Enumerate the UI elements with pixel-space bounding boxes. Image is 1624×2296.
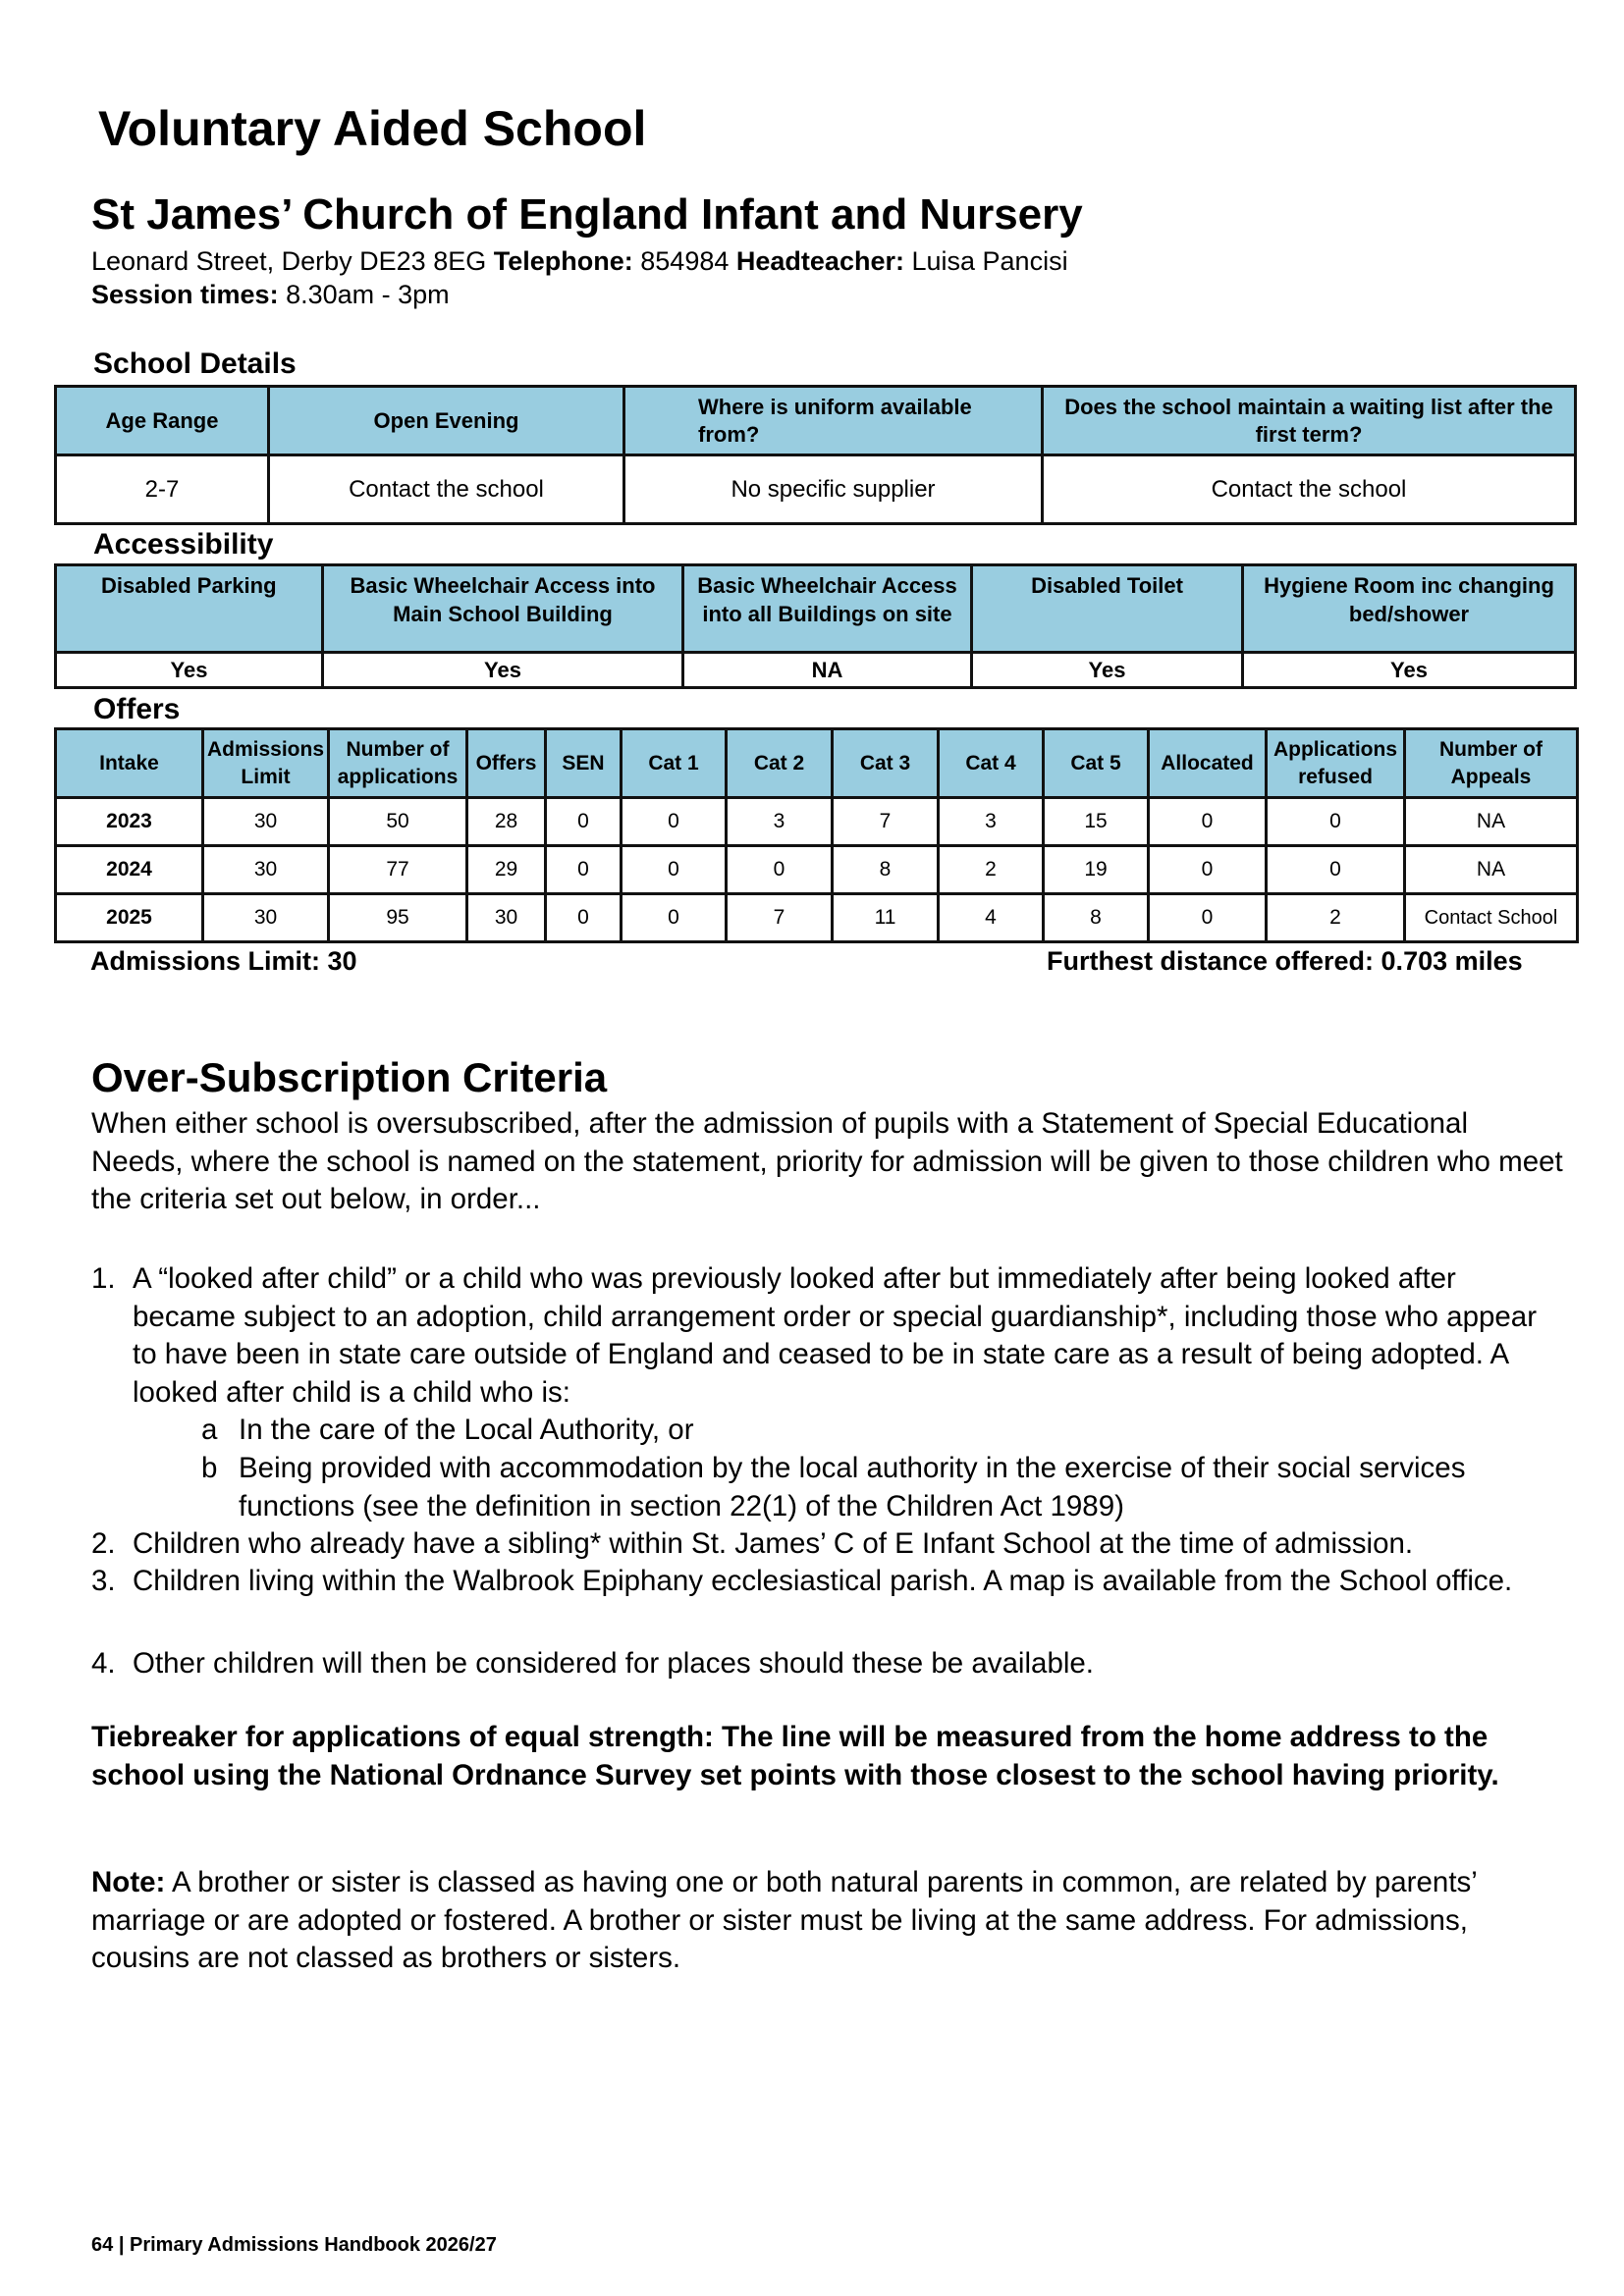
intake-year: 2024 [56,846,203,894]
table-cell: 0 [1149,846,1267,894]
document-type-heading: Voluntary Aided School [98,101,647,156]
criteria-text: Children who already have a sibling* within St. James’ C of E Infant School at the time of admission. [133,1527,1414,1560]
sub-item-letter: a [201,1414,218,1446]
header-cell: Basic Wheelchair Access into Main School Building [323,565,683,653]
value-cell: Yes [1243,653,1576,688]
header-cell: SEN [546,729,622,798]
header-cell: Cat 5 [1044,729,1149,798]
criteria-text: A “looked after child” or a child who was previously looked after but immediately after being looked after became subject to an adoption, child arrangement order or special guardianship*, including those who appear to have been in state care outside of England and ceased to be in state care as a result of being adopted. A looked after child is a child who is: [133,1262,1538,1409]
school-details-value-row [56,455,1576,524]
criteria-number: 3. [91,1565,116,1597]
table-cell: 0 [546,894,622,942]
table-cell: 7 [833,798,939,846]
header-cell: Cat 4 [939,729,1044,798]
value-cell: Yes [323,653,683,688]
header-cell: Cat 3 [833,729,939,798]
header-cell: Disabled Toilet [972,565,1243,653]
furthest-distance: Furthest distance offered: 0.703 miles [1047,946,1523,976]
header-cell: Cat 1 [622,729,727,798]
table-cell: 19 [1044,846,1149,894]
value-cell: Yes [972,653,1243,688]
table-cell: 29 [467,846,546,894]
table-cell: 30 [467,894,546,942]
header-cell: Intake [56,729,203,798]
telephone-label: Telephone: [493,246,633,276]
table-cell: 28 [467,798,546,846]
header-cell: Number of Appeals [1405,729,1578,798]
sub-item-letter: b [201,1452,218,1484]
session-times: 8.30am - 3pm [286,280,450,309]
accessibility-title: Accessibility [93,528,274,561]
note-label: Note: [91,1866,166,1898]
offers-row-2024 [56,846,1578,894]
table-cell: 2 [939,846,1044,894]
table-cell: 8 [1044,894,1149,942]
header-cell: Age Range [56,387,269,455]
accessibility-value-row [56,653,1576,688]
table-cell: 0 [546,798,622,846]
table-cell: 3 [727,798,833,846]
school-details-title: School Details [93,347,297,380]
accessibility-table [54,563,1577,689]
table-cell: 3 [939,798,1044,846]
table-cell: 4 [939,894,1044,942]
value-cell: 2-7 [56,455,269,524]
headteacher: Luisa Pancisi [911,246,1068,276]
header-cell: Does the school maintain a waiting list after the first term? [1043,387,1576,455]
table-cell: 0 [622,894,727,942]
header-cell: Basic Wheelchair Access into all Buildings on site [683,565,972,653]
intake-year: 2023 [56,798,203,846]
criteria-number: 2. [91,1527,116,1560]
header-cell: Where is uniform available from? [624,387,1043,455]
page-footer [91,2234,497,2257]
address: Leonard Street, Derby DE23 8EG [91,246,487,276]
telephone: 854984 [640,246,730,276]
school-details-header-row [56,387,1576,455]
table-cell: 30 [203,846,329,894]
table-cell: 0 [1149,798,1267,846]
table-cell: 30 [203,894,329,942]
value-cell: Yes [56,653,323,688]
admissions-limit: Admissions Limit: 30 [90,946,357,976]
table-cell: 7 [727,894,833,942]
offers-row-2023 [56,798,1578,846]
criteria-item-2 [91,1525,1564,1565]
headteacher-label: Headteacher: [735,246,904,276]
table-cell: 0 [1149,894,1267,942]
table-cell: 2 [1267,894,1405,942]
accessibility-header-row [56,565,1576,653]
criteria-item-3 [91,1563,1564,1639]
value-cell: Contact the school [1043,455,1576,524]
note-text: A brother or sister is classed as having one or both natural parents in common, are related by parents’ marriage or are adopted or fostered. A brother or sister must be living at the same address. For admissions, cousins are not classed as brothers or sisters. [91,1866,1477,1974]
value-cell: No specific supplier [624,455,1043,524]
table-cell: 0 [622,798,727,846]
criteria-sub-item-b [201,1450,1556,1526]
criteria-heading: Over-Subscription Criteria [91,1054,608,1100]
session-times-label: Session times: [91,280,279,309]
offers-table [54,727,1579,943]
footer-separator: | [118,2234,125,2256]
table-cell: 0 [727,846,833,894]
offers-title: Offers [93,693,181,725]
criteria-number: 4. [91,1647,116,1680]
table-cell: 77 [329,846,467,894]
session-times-line [91,279,450,310]
intake-year: 2025 [56,894,203,942]
header-cell: Open Evening [269,387,624,455]
criteria-sub-item-a [201,1412,1556,1449]
table-cell: NA [1405,846,1578,894]
table-cell: NA [1405,798,1578,846]
header-cell: Offers [467,729,546,798]
value-cell: NA [683,653,972,688]
table-cell: Contact School [1405,894,1578,942]
school-contact-line [91,245,1068,277]
table-cell: 0 [622,846,727,894]
table-cell: 15 [1044,798,1149,846]
handbook-title: Primary Admissions Handbook 2026/27 [129,2234,497,2256]
table-cell: 0 [1267,846,1405,894]
table-cell: 95 [329,894,467,942]
criteria-text: Other children will then be considered for places should these be available. [133,1647,1095,1680]
sub-item-text: In the care of the Local Authority, or [239,1414,694,1446]
table-cell: 0 [546,846,622,894]
page-number: 64 [91,2234,114,2256]
criteria-item-4 [91,1645,1564,1684]
sub-item-text: Being provided with accommodation by the local authority in the exercise of their social services functions (see the definition in section 22(1) of the Children Act 1989) [239,1452,1466,1522]
table-cell: 8 [833,846,939,894]
header-cell: Number of applications [329,729,467,798]
criteria-number: 1. [91,1262,116,1295]
offers-header-row [56,729,1578,798]
criteria-item-1 [91,1260,1564,1417]
header-cell: Applications refused [1267,729,1405,798]
header-cell: Hygiene Room inc changing bed/shower [1243,565,1576,653]
table-cell: 0 [1267,798,1405,846]
header-cell: Admissions Limit [203,729,329,798]
header-cell: Cat 2 [727,729,833,798]
tiebreaker: Tiebreaker for applications of equal strength: The line will be measured from the home address to the school using the National Ordnance Survey set points with those closest to the school having priority. [91,1721,1499,1791]
school-details-table [54,385,1577,525]
offers-row-2025 [56,894,1578,942]
criteria-text: Children living within the Walbrook Epiphany ecclesiastical parish. A map is available from the School office. [133,1565,1513,1597]
value-cell: Contact the school [269,455,624,524]
table-cell: 30 [203,798,329,846]
header-cell: Allocated [1149,729,1267,798]
school-name: St James’ Church of England Infant and Nursery [91,190,1083,239]
table-cell: 50 [329,798,467,846]
header-cell: Disabled Parking [56,565,323,653]
criteria-intro: When either school is oversubscribed, after the admission of pupils with a Statement of Special Educational Needs, where the school is named on the statement, priority for admission will be given to those children who meet the criteria set out below, in order... [91,1107,1563,1215]
table-cell: 11 [833,894,939,942]
sibling-note [91,1864,1564,1978]
